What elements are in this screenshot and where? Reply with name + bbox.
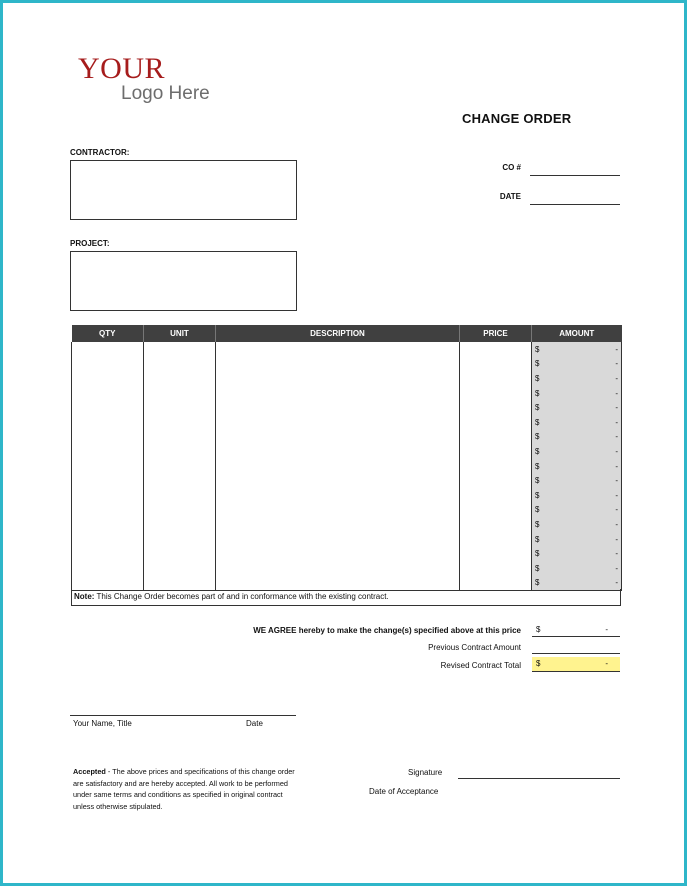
- description-cell[interactable]: [216, 561, 460, 576]
- amount-cell: [532, 342, 622, 357]
- signature-label: Signature: [408, 768, 443, 777]
- table-row: [72, 430, 622, 445]
- amount-currency: $: [535, 578, 540, 588]
- description-cell[interactable]: [216, 357, 460, 372]
- description-cell[interactable]: [216, 576, 460, 591]
- amount-value: [535, 578, 618, 587]
- previous-contract-label: Previous Contract Amount: [428, 643, 521, 652]
- table-row: [72, 459, 622, 474]
- agree-amount[interactable]: [532, 624, 620, 637]
- price-cell[interactable]: [460, 400, 532, 415]
- amount-value: [535, 345, 618, 354]
- price-cell[interactable]: [460, 532, 532, 547]
- amount-dash: -: [615, 563, 618, 573]
- document-title: CHANGE ORDER: [462, 111, 572, 126]
- amount-dash: -: [615, 446, 618, 456]
- accepted-bold: Accepted: [73, 767, 106, 776]
- amount-currency: $: [535, 446, 540, 456]
- amount-dash: -: [615, 373, 618, 383]
- contractor-label: CONTRACTOR:: [70, 148, 130, 157]
- amount-cell: [532, 517, 622, 532]
- table-row: [72, 415, 622, 430]
- amount-currency: $: [535, 505, 540, 515]
- table-row: [72, 488, 622, 503]
- amount-value: [535, 389, 618, 398]
- amount-cell: [532, 459, 622, 474]
- qty-cell[interactable]: [72, 561, 144, 576]
- amount-currency: $: [535, 403, 540, 413]
- agree-label: WE AGREE hereby to make the change(s) specified above at this price: [253, 626, 521, 635]
- amount-cell: [532, 371, 622, 386]
- qty-cell[interactable]: [72, 342, 144, 357]
- header-price: PRICE: [460, 325, 532, 342]
- table-row: [72, 400, 622, 415]
- amount-value: [535, 462, 618, 471]
- table-row: [72, 444, 622, 459]
- amount-dash: -: [615, 549, 618, 559]
- description-cell[interactable]: [216, 415, 460, 430]
- revised-contract-amount[interactable]: [532, 657, 620, 672]
- description-cell[interactable]: [216, 342, 460, 357]
- project-box[interactable]: [70, 251, 297, 311]
- unit-cell[interactable]: [144, 444, 216, 459]
- amount-cell: [532, 488, 622, 503]
- description-cell[interactable]: [216, 517, 460, 532]
- unit-cell[interactable]: [144, 342, 216, 357]
- description-cell[interactable]: [216, 532, 460, 547]
- date-of-acceptance-label: Date of Acceptance: [369, 787, 439, 796]
- amount-value: [535, 359, 618, 368]
- qty-cell[interactable]: [72, 459, 144, 474]
- revised-contract-label: Revised Contract Total: [440, 661, 521, 670]
- table-row: [72, 503, 622, 518]
- revised-currency: $: [536, 659, 541, 668]
- qty-cell[interactable]: [72, 503, 144, 518]
- note-text: This Change Order becomes part of and in conformance with the existing contract.: [96, 592, 389, 601]
- signoff-date-label: Date: [246, 719, 263, 728]
- amount-dash: -: [615, 359, 618, 369]
- table-row: [72, 546, 622, 561]
- qty-cell[interactable]: [72, 532, 144, 547]
- amount-dash: -: [615, 534, 618, 544]
- amount-dash: -: [615, 461, 618, 471]
- unit-cell[interactable]: [144, 576, 216, 591]
- header-qty: QTY: [72, 325, 144, 342]
- price-cell[interactable]: [460, 430, 532, 445]
- price-cell[interactable]: [460, 546, 532, 561]
- revised-value: -: [605, 659, 608, 668]
- price-cell[interactable]: [460, 576, 532, 591]
- table-row: [72, 532, 622, 547]
- price-cell[interactable]: [460, 561, 532, 576]
- amount-currency: $: [535, 549, 540, 559]
- unit-cell[interactable]: [144, 430, 216, 445]
- unit-cell[interactable]: [144, 400, 216, 415]
- amount-cell: [532, 576, 622, 591]
- project-label: PROJECT:: [70, 239, 110, 248]
- price-cell[interactable]: [460, 503, 532, 518]
- amount-value: [535, 520, 618, 529]
- price-cell[interactable]: [460, 415, 532, 430]
- table-row: [72, 473, 622, 488]
- amount-value: [535, 447, 618, 456]
- amount-value: [535, 564, 618, 573]
- qty-cell[interactable]: [72, 546, 144, 561]
- date-field[interactable]: [530, 204, 620, 205]
- date-label: DATE: [499, 192, 521, 201]
- description-cell[interactable]: [216, 546, 460, 561]
- table-row: [72, 576, 622, 591]
- name-title-line[interactable]: [70, 715, 296, 716]
- amount-currency: $: [535, 417, 540, 427]
- amount-value: [535, 491, 618, 500]
- description-cell[interactable]: [216, 386, 460, 401]
- unit-cell[interactable]: [144, 357, 216, 372]
- amount-value: [535, 374, 618, 383]
- amount-cell: [532, 561, 622, 576]
- accepted-statement: [73, 766, 298, 812]
- amount-currency: $: [535, 534, 540, 544]
- contractor-box[interactable]: [70, 160, 297, 220]
- amount-currency: $: [535, 344, 540, 354]
- price-cell[interactable]: [460, 371, 532, 386]
- agree-currency: $: [536, 625, 541, 634]
- amount-cell: [532, 400, 622, 415]
- amount-dash: -: [615, 403, 618, 413]
- description-cell[interactable]: [216, 444, 460, 459]
- table-row: [72, 342, 622, 357]
- price-cell[interactable]: [460, 342, 532, 357]
- accepted-text: - The above prices and specifications of this change order are satisfactory and are hereby accepted. All work to be performed under same terms and conditions as specified in original contract unless otherwise stipulated.: [73, 767, 295, 811]
- qty-cell[interactable]: [72, 357, 144, 372]
- qty-cell[interactable]: [72, 400, 144, 415]
- logo-your-text: YOUR: [78, 52, 166, 85]
- qty-cell[interactable]: [72, 488, 144, 503]
- unit-cell[interactable]: [144, 415, 216, 430]
- description-cell[interactable]: [216, 400, 460, 415]
- unit-cell[interactable]: [144, 473, 216, 488]
- co-number-field[interactable]: [530, 175, 620, 176]
- amount-cell: [532, 473, 622, 488]
- price-cell[interactable]: [460, 517, 532, 532]
- note-prefix: Note:: [74, 592, 95, 601]
- amount-value: [535, 549, 618, 558]
- amount-dash: -: [615, 519, 618, 529]
- note-row: [71, 589, 621, 606]
- price-cell[interactable]: [460, 357, 532, 372]
- qty-cell[interactable]: [72, 415, 144, 430]
- qty-cell[interactable]: [72, 517, 144, 532]
- amount-currency: $: [535, 359, 540, 369]
- signature-line[interactable]: [458, 778, 620, 779]
- amount-value: [535, 505, 618, 514]
- amount-currency: $: [535, 432, 540, 442]
- amount-dash: -: [615, 505, 618, 515]
- amount-currency: $: [535, 373, 540, 383]
- amount-dash: -: [615, 388, 618, 398]
- unit-cell[interactable]: [144, 546, 216, 561]
- price-cell[interactable]: [460, 444, 532, 459]
- description-cell[interactable]: [216, 503, 460, 518]
- table-row: [72, 357, 622, 372]
- header-amount: AMOUNT: [532, 325, 622, 342]
- amount-cell: [532, 357, 622, 372]
- amount-dash: -: [615, 490, 618, 500]
- unit-cell[interactable]: [144, 532, 216, 547]
- table-row: [72, 517, 622, 532]
- qty-cell[interactable]: [72, 386, 144, 401]
- amount-currency: $: [535, 461, 540, 471]
- description-cell[interactable]: [216, 488, 460, 503]
- unit-cell[interactable]: [144, 561, 216, 576]
- amount-dash: -: [615, 344, 618, 354]
- amount-dash: -: [615, 417, 618, 427]
- qty-cell[interactable]: [72, 371, 144, 386]
- amount-dash: -: [615, 432, 618, 442]
- price-cell[interactable]: [460, 473, 532, 488]
- amount-cell: [532, 444, 622, 459]
- amount-value: [535, 476, 618, 485]
- amount-cell: [532, 532, 622, 547]
- qty-cell[interactable]: [72, 473, 144, 488]
- table-row: [72, 561, 622, 576]
- amount-dash: -: [615, 578, 618, 588]
- amount-cell: [532, 503, 622, 518]
- table-row: [72, 371, 622, 386]
- unit-cell[interactable]: [144, 517, 216, 532]
- price-cell[interactable]: [460, 459, 532, 474]
- line-items-table: [71, 325, 622, 591]
- amount-currency: $: [535, 388, 540, 398]
- amount-cell: [532, 415, 622, 430]
- co-number-label: CO #: [502, 163, 521, 172]
- amount-value: [535, 418, 618, 427]
- amount-currency: $: [535, 563, 540, 573]
- description-cell[interactable]: [216, 459, 460, 474]
- price-cell[interactable]: [460, 386, 532, 401]
- agree-value: -: [605, 625, 608, 634]
- amount-cell: [532, 430, 622, 445]
- amount-currency: $: [535, 490, 540, 500]
- table-row: [72, 386, 622, 401]
- previous-contract-amount[interactable]: [532, 641, 620, 654]
- amount-value: [535, 432, 618, 441]
- qty-cell[interactable]: [72, 576, 144, 591]
- amount-value: [535, 403, 618, 412]
- description-cell[interactable]: [216, 473, 460, 488]
- header-description: DESCRIPTION: [216, 325, 460, 342]
- description-cell[interactable]: [216, 430, 460, 445]
- amount-dash: -: [615, 476, 618, 486]
- unit-cell[interactable]: [144, 371, 216, 386]
- header-unit: UNIT: [144, 325, 216, 342]
- unit-cell[interactable]: [144, 386, 216, 401]
- qty-cell[interactable]: [72, 444, 144, 459]
- description-cell[interactable]: [216, 371, 460, 386]
- amount-value: [535, 535, 618, 544]
- amount-cell: [532, 546, 622, 561]
- price-cell[interactable]: [460, 488, 532, 503]
- logo-here-text: Logo Here: [121, 83, 210, 104]
- unit-cell[interactable]: [144, 488, 216, 503]
- amount-cell: [532, 386, 622, 401]
- unit-cell[interactable]: [144, 503, 216, 518]
- amount-currency: $: [535, 519, 540, 529]
- qty-cell[interactable]: [72, 430, 144, 445]
- unit-cell[interactable]: [144, 459, 216, 474]
- amount-currency: $: [535, 476, 540, 486]
- name-title-label: Your Name, Title: [73, 719, 132, 728]
- table-header-row: [72, 325, 622, 342]
